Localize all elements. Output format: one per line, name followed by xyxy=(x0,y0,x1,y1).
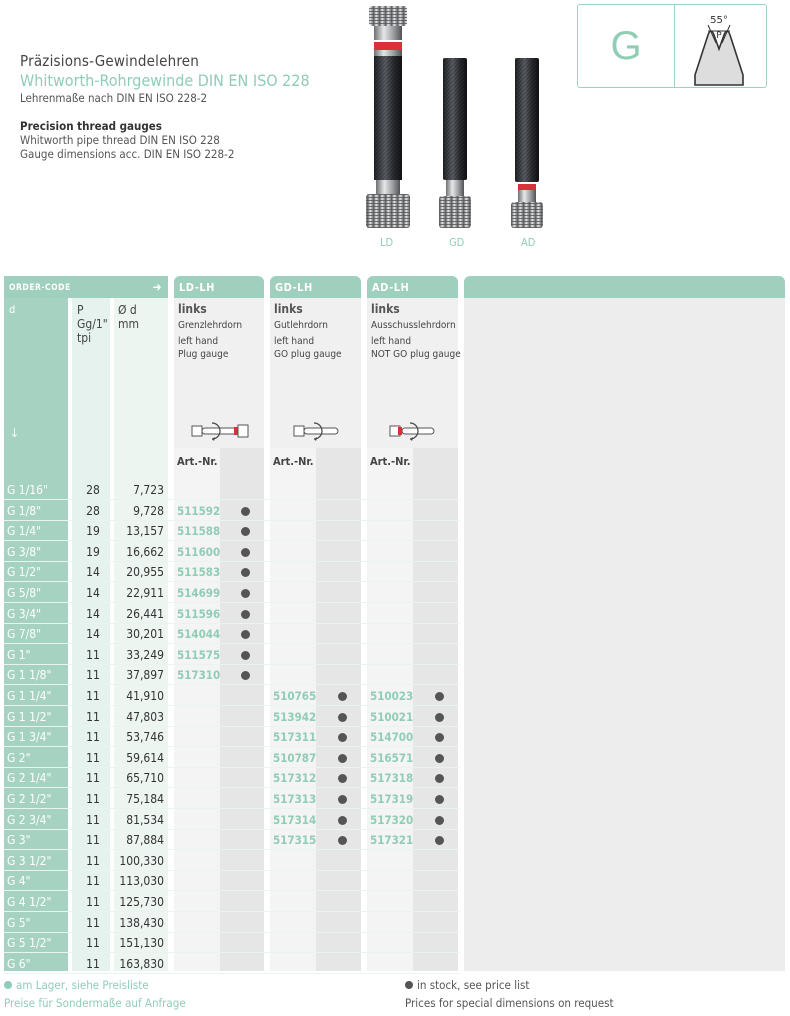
cell-pitch: 11 xyxy=(86,895,100,909)
band-gd-lh: GD-LH xyxy=(270,276,361,298)
cell-diameter: 22,911 xyxy=(126,586,164,600)
cell-art-nr-ad: 517321 xyxy=(370,833,414,848)
legend-special-de: Preise für Sondermaße auf Anfrage xyxy=(4,996,186,1010)
cell-pitch: 11 xyxy=(86,874,100,889)
table-row xyxy=(4,707,460,727)
cell-diameter: 9,728 xyxy=(133,503,164,518)
in-stock-dot-icon xyxy=(435,795,444,804)
cell-diameter: 13,157 xyxy=(126,524,164,539)
gauge-label-ad: AD xyxy=(521,236,536,249)
in-stock-dot-icon xyxy=(435,713,444,722)
cell-diameter: 59,614 xyxy=(126,750,164,765)
in-stock-dot-icon xyxy=(241,568,250,577)
table-row xyxy=(4,810,460,830)
table-row xyxy=(4,645,460,665)
cell-diameter: 75,184 xyxy=(126,792,164,806)
note-de: Lehrenmaße nach DIN EN ISO 228-2 xyxy=(20,91,208,105)
table-row xyxy=(4,583,460,603)
cell-art-nr-ad: 517319 xyxy=(370,792,414,806)
cell-diameter: 87,884 xyxy=(126,833,164,848)
cell-size: G 2 1/2" xyxy=(7,792,52,806)
cell-diameter: 138,430 xyxy=(119,915,164,930)
gauge-label-ld: LD xyxy=(380,236,394,249)
table-row xyxy=(4,480,460,500)
cell-diameter: 30,201 xyxy=(126,627,164,642)
cell-size: G 1/8" xyxy=(7,503,42,518)
cell-art-nr-ad: 517318 xyxy=(370,771,414,786)
legend-special-en: Prices for special dimensions on request xyxy=(405,996,614,1010)
thread-letter: G xyxy=(610,23,642,68)
cell-diameter: 65,710 xyxy=(126,771,164,786)
cell-size: G 1 1/4" xyxy=(7,689,52,703)
cell-diameter: 7,723 xyxy=(133,483,164,497)
legend-dot-icon xyxy=(4,981,12,989)
col-header-ld: links Grenzlehrdorn left hand Plug gauge xyxy=(178,302,243,360)
cell-size: G 1 1/8" xyxy=(7,668,52,683)
table-row xyxy=(4,727,460,747)
cell-pitch: 11 xyxy=(86,956,100,971)
cell-size: G 3 1/2" xyxy=(7,853,52,868)
in-stock-dot-icon xyxy=(435,816,444,825)
in-stock-dot-icon xyxy=(241,630,250,639)
cell-pitch: 11 xyxy=(86,689,100,703)
cell-diameter: 53,746 xyxy=(126,730,164,745)
ad-gauge-icon xyxy=(388,418,438,442)
cell-pitch: 11 xyxy=(86,750,100,765)
table-row xyxy=(4,913,460,933)
thread-angle-label: 55° xyxy=(710,15,728,26)
cell-art-nr-gd: 517315 xyxy=(273,833,317,848)
cell-size: G 1/4" xyxy=(7,524,42,539)
cell-diameter: 100,330 xyxy=(119,853,164,868)
cell-art-nr-gd: 517312 xyxy=(273,771,317,786)
cell-size: G 4 1/2" xyxy=(7,895,52,909)
cell-size: G 5" xyxy=(7,915,31,930)
thread-profile-icon xyxy=(675,5,767,87)
in-stock-dot-icon xyxy=(338,795,347,804)
cell-pitch: 11 xyxy=(86,833,100,848)
cell-art-nr-ld: 517310 xyxy=(177,668,221,683)
cell-diameter: 81,534 xyxy=(126,812,164,827)
cell-art-nr-ad: 510023 xyxy=(370,689,414,703)
legend-stock-de: am Lager, siehe Preisliste xyxy=(4,978,149,992)
cell-diameter: 41,910 xyxy=(126,689,164,703)
cell-pitch: 11 xyxy=(86,771,100,786)
cell-art-nr-ld: 514699 xyxy=(177,586,221,600)
art-nr-label-ld: Art.-Nr. xyxy=(177,455,218,468)
cell-size: G 2" xyxy=(7,750,31,765)
table-row xyxy=(4,542,460,562)
in-stock-dot-icon xyxy=(241,610,250,619)
in-stock-dot-icon xyxy=(241,651,250,660)
cell-art-nr-gd: 517314 xyxy=(273,812,317,827)
title-de: Präzisions-Gewindelehren xyxy=(20,52,200,70)
legend-dot-icon xyxy=(405,981,413,989)
in-stock-dot-icon xyxy=(338,713,347,722)
art-nr-label-gd: Art.-Nr. xyxy=(273,455,314,468)
cell-art-nr-ld: 514044 xyxy=(177,627,221,642)
table-row xyxy=(4,624,460,644)
cell-diameter: 20,955 xyxy=(126,565,164,580)
subtitle-de: Whitworth-Rohrgewinde DIN EN ISO 228 xyxy=(20,71,310,90)
cell-pitch: 11 xyxy=(86,853,100,868)
table-row xyxy=(4,521,460,541)
cell-pitch: 11 xyxy=(86,915,100,930)
table-row xyxy=(4,501,460,521)
in-stock-dot-icon xyxy=(435,774,444,783)
cell-art-nr-ld: 511583 xyxy=(177,565,221,580)
cell-art-nr-gd: 517311 xyxy=(273,730,317,745)
gauge-label-gd: GD xyxy=(449,236,465,249)
cell-size: G 1 3/4" xyxy=(7,730,52,745)
page-header xyxy=(20,52,350,161)
table-row xyxy=(4,851,460,871)
cell-size: G 7/8" xyxy=(7,627,42,642)
gauges-image xyxy=(350,0,570,260)
cell-pitch: 11 xyxy=(86,709,100,724)
table-row xyxy=(4,686,460,706)
in-stock-dot-icon xyxy=(241,507,250,516)
order-code-band xyxy=(4,276,168,298)
cell-size: G 2 3/4" xyxy=(7,812,52,827)
in-stock-dot-icon xyxy=(338,774,347,783)
arrow-down-icon: ↓ xyxy=(10,426,20,440)
table-row xyxy=(4,748,460,768)
in-stock-dot-icon xyxy=(338,692,347,701)
cell-pitch: 28 xyxy=(86,503,100,518)
in-stock-dot-icon xyxy=(435,754,444,763)
table-row xyxy=(4,604,460,624)
cell-pitch: 11 xyxy=(86,792,100,806)
band-ad-lh: AD-LH xyxy=(367,276,458,298)
cell-size: G 3/8" xyxy=(7,544,42,559)
art-nr-label-ad: Art.-Nr. xyxy=(370,455,411,468)
cell-size: G 1/16" xyxy=(7,483,48,497)
thread-symbol-box xyxy=(577,4,767,88)
cell-diameter: 16,662 xyxy=(126,544,164,559)
col-header-p: P Gg/1" tpi xyxy=(77,303,108,345)
table-row xyxy=(4,562,460,582)
band-empty xyxy=(464,276,785,298)
col-header-ad: links Ausschusslehrdorn left hand NOT GO plug gauge xyxy=(371,302,461,360)
cell-pitch: 11 xyxy=(86,730,100,745)
cell-size: G 1/2" xyxy=(7,565,42,580)
cell-art-nr-gd: 510765 xyxy=(273,689,317,703)
col-header-d: d xyxy=(9,303,16,316)
cell-art-nr-ad: 516571 xyxy=(370,750,414,765)
cell-pitch: 19 xyxy=(86,524,100,539)
cell-pitch: 11 xyxy=(86,668,100,683)
col-header-od: Ø d mm xyxy=(118,303,140,331)
table-row xyxy=(4,768,460,788)
cell-diameter: 163,830 xyxy=(119,956,164,971)
table-row xyxy=(4,871,460,891)
thread-pitch-label: P xyxy=(716,31,722,41)
band-ld-lh: LD-LH xyxy=(174,276,264,298)
in-stock-dot-icon xyxy=(338,754,347,763)
note-en: Gauge dimensions acc. DIN EN ISO 228-2 xyxy=(20,147,235,161)
cell-art-nr-ad: 517320 xyxy=(370,812,414,827)
cell-art-nr-ad: 514700 xyxy=(370,730,414,745)
ld-gauge-icon xyxy=(190,418,250,442)
in-stock-dot-icon xyxy=(241,589,250,598)
table-row xyxy=(4,892,460,912)
cell-size: G 4" xyxy=(7,874,31,889)
table-row xyxy=(4,933,460,953)
subtitle-en: Whitworth pipe thread DIN EN ISO 228 xyxy=(20,133,220,147)
table-row xyxy=(4,954,460,974)
in-stock-dot-icon xyxy=(338,733,347,742)
in-stock-dot-icon xyxy=(241,548,250,557)
cell-size: G 5 1/2" xyxy=(7,936,52,951)
cell-art-nr-ld: 511575 xyxy=(177,647,221,662)
cell-diameter: 47,803 xyxy=(126,709,164,724)
cell-size: G 3" xyxy=(7,833,31,848)
in-stock-dot-icon xyxy=(241,671,250,680)
gd-gauge-icon xyxy=(292,418,342,442)
cell-size: G 1" xyxy=(7,647,31,662)
cell-diameter: 151,130 xyxy=(119,936,164,951)
cell-diameter: 37,897 xyxy=(126,668,164,683)
cell-diameter: 113,030 xyxy=(119,874,164,889)
cell-size: G 1 1/2" xyxy=(7,709,52,724)
col-header-gd: links Gutlehrdorn left hand GO plug gauge xyxy=(274,302,342,360)
cell-size: G 6" xyxy=(7,956,31,971)
gauge-illustration xyxy=(350,0,570,260)
cell-diameter: 125,730 xyxy=(119,895,164,909)
in-stock-dot-icon xyxy=(241,527,250,536)
table-row xyxy=(4,665,460,685)
title-en: Precision thread gauges xyxy=(20,119,162,133)
cell-art-nr-ld: 511592 xyxy=(177,503,221,518)
empty-panel xyxy=(464,298,785,971)
cell-art-nr-ld: 511588 xyxy=(177,524,221,539)
cell-art-nr-gd: 510787 xyxy=(273,750,317,765)
cell-art-nr-ld: 511596 xyxy=(177,606,221,621)
cell-pitch: 11 xyxy=(86,936,100,951)
in-stock-dot-icon xyxy=(435,692,444,701)
cell-diameter: 33,249 xyxy=(126,647,164,662)
cell-pitch: 28 xyxy=(86,483,100,497)
cell-art-nr-gd: 517313 xyxy=(273,792,317,806)
cell-art-nr-ld: 511600 xyxy=(177,544,221,559)
cell-art-nr-ad: 510021 xyxy=(370,709,414,724)
cell-diameter: 26,441 xyxy=(126,606,164,621)
cell-pitch: 11 xyxy=(86,647,100,662)
in-stock-dot-icon xyxy=(435,836,444,845)
cell-size: G 3/4" xyxy=(7,606,42,621)
cell-pitch: 14 xyxy=(86,606,100,621)
cell-pitch: 14 xyxy=(86,627,100,642)
legend-stock-en: in stock, see price list xyxy=(405,978,529,992)
in-stock-dot-icon xyxy=(338,816,347,825)
order-code-label: ORDER-CODE xyxy=(9,283,71,293)
cell-pitch: 11 xyxy=(86,812,100,827)
cell-size: G 2 1/4" xyxy=(7,771,52,786)
cell-art-nr-gd: 513942 xyxy=(273,709,317,724)
arrow-right-icon: ➜ xyxy=(152,280,162,294)
cell-pitch: 14 xyxy=(86,586,100,600)
cell-pitch: 19 xyxy=(86,544,100,559)
table-row xyxy=(4,789,460,809)
table-row xyxy=(4,830,460,850)
in-stock-dot-icon xyxy=(338,836,347,845)
cell-pitch: 14 xyxy=(86,565,100,580)
cell-size: G 5/8" xyxy=(7,586,42,600)
in-stock-dot-icon xyxy=(435,733,444,742)
